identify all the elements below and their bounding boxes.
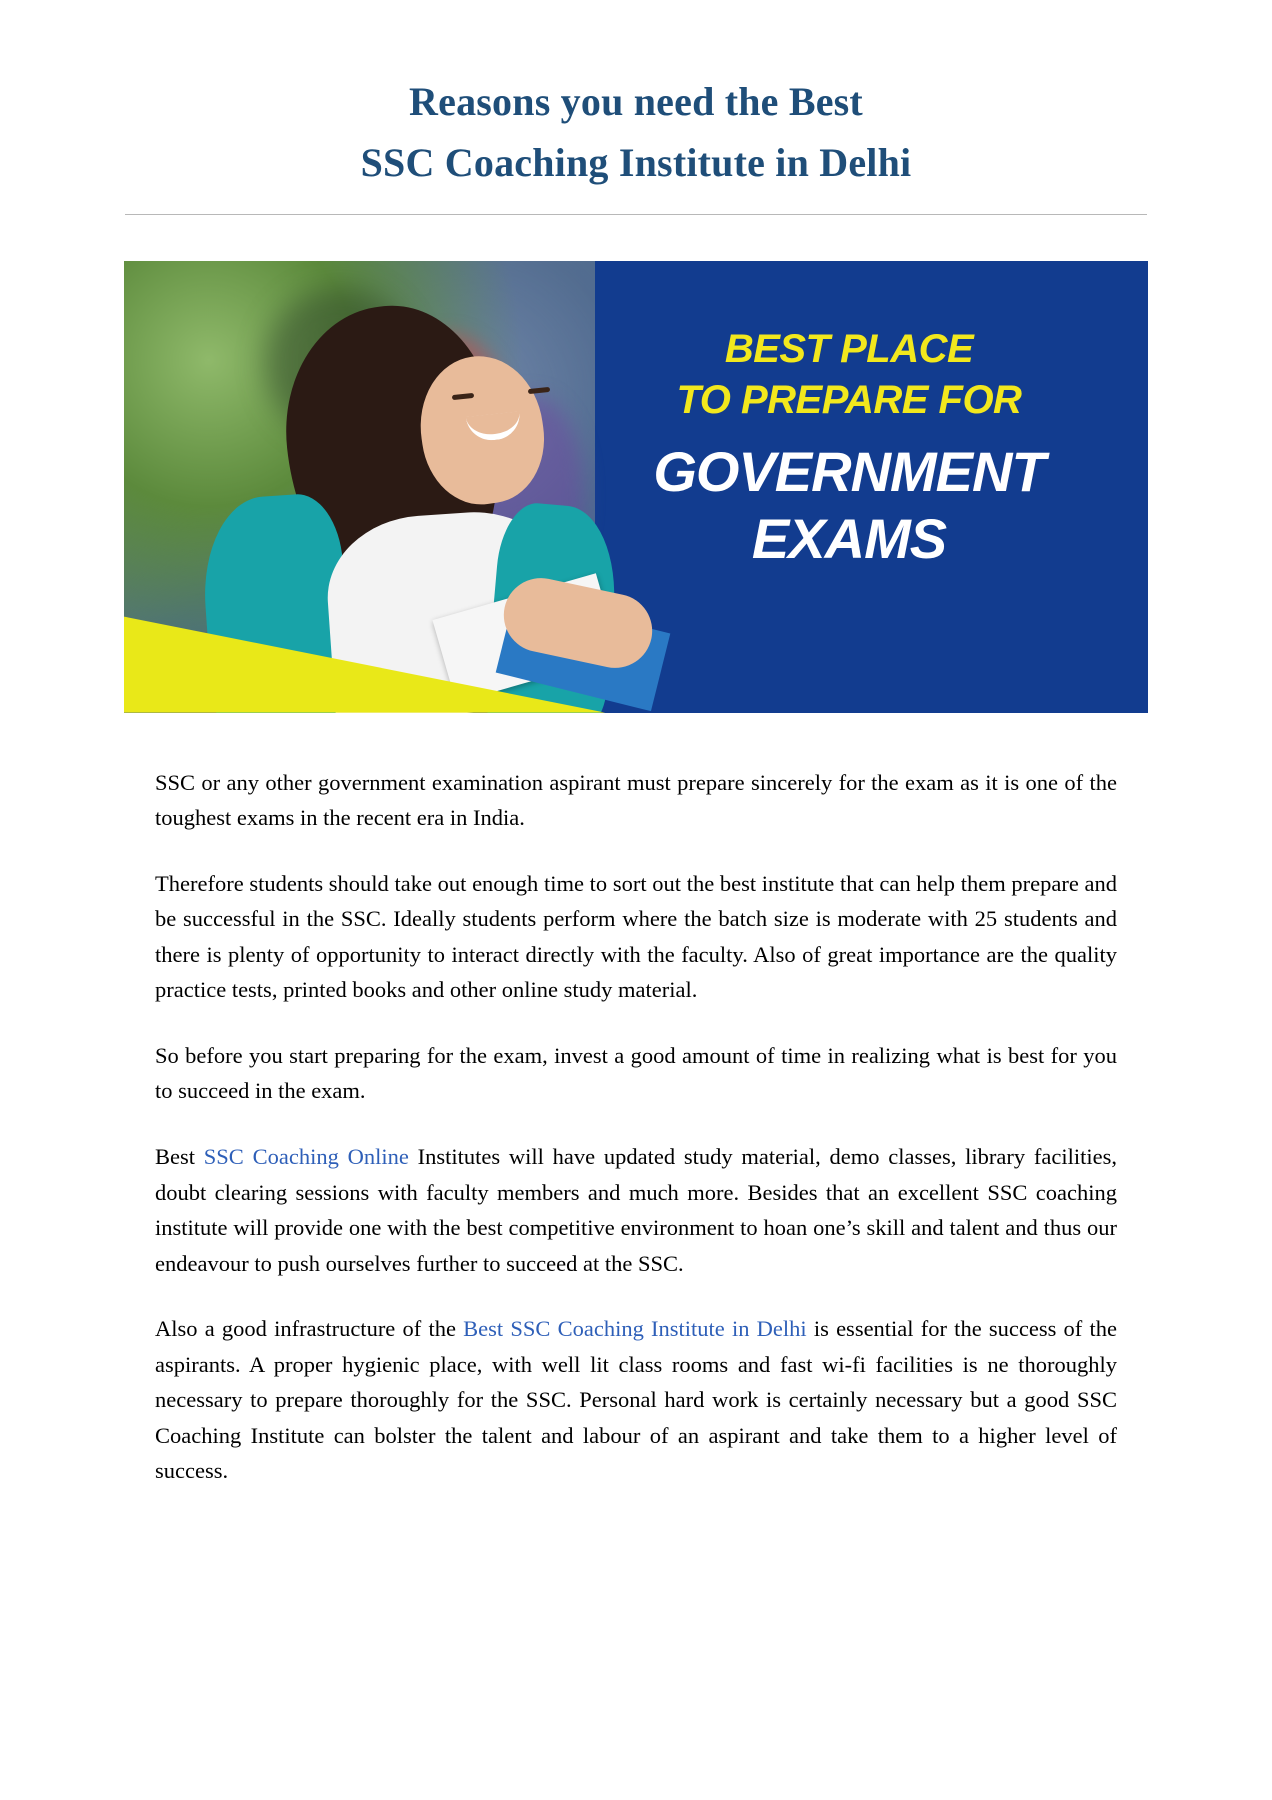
paragraph-3: So before you start preparing for the exam, invest a good amount of time in realizing what is best for you to succeed in the exam. — [155, 1042, 1117, 1104]
page-title-line-1: Reasons you need the Best — [409, 79, 863, 124]
hero-banner-image — [124, 261, 1148, 713]
hero-headline-line-1: BEST PLACE — [724, 326, 974, 371]
document-header — [0, 0, 1272, 215]
link-ssc-coaching-online[interactable]: SSC Coaching Online — [203, 1143, 409, 1169]
page-title-line-2: SSC Coaching Institute in Delhi — [360, 139, 912, 185]
page-bottom-margin — [0, 1489, 1272, 1609]
paragraph-5-text-after: is essential for the success of the aspirants. A proper hygienic place, with well lit class rooms and fast wi-fi facilities is ne thoroughly necessary to prepare thoroughly for the SSC. Personal hard work is certainly necessary but a good SSC Coaching Institute can bolster the talent and labour of an aspirant and take them to a higher level of success. — [155, 1316, 1117, 1484]
paragraph-4-text-after: Institutes will have updated study material, demo classes, library facilities, doubt clearing sessions with faculty members and much more. Besides that an excellent SSC coaching institute will provide one with the best competitive environment to hoan one’s skill and talent and thus our endeavour to push ourselves further to succeed at the SSC. — [155, 1143, 1117, 1276]
paragraph-5 — [155, 1311, 1117, 1489]
paragraph-1: SSC or any other government examination aspirant must prepare sincerely for the exam as it is one of the toughest exams in the recent era in India. — [155, 769, 1117, 831]
paragraph-2: Therefore students should take out enough time to sort out the best institute that can help them prepare and be successful in the SSC. Ideally students perform where the batch size is moderate with 25 students and there is plenty of opportunity to interact directly with the faculty. Also of great importance are the quality practice tests, printed books and other online study material. — [155, 870, 1117, 1003]
paragraph-4 — [155, 1139, 1117, 1281]
hero-headline-line-3: GOVERNMENT — [653, 440, 1045, 504]
title-divider — [125, 214, 1147, 215]
hero-headline-line-4: EXAMS — [751, 507, 947, 571]
hero-text-block — [583, 324, 1115, 573]
article-body — [155, 765, 1117, 1489]
paragraph-5-text-before: Also a good infrastructure of the — [155, 1316, 464, 1342]
hero-banner-canvas — [124, 261, 1148, 713]
paragraph-4-text-before: Best — [155, 1143, 204, 1169]
link-best-ssc-coaching-institute-in-delhi[interactable]: Best SSC Coaching Institute in Delhi — [463, 1316, 807, 1342]
hero-headline-line-2: TO PREPARE FOR — [676, 378, 1022, 423]
